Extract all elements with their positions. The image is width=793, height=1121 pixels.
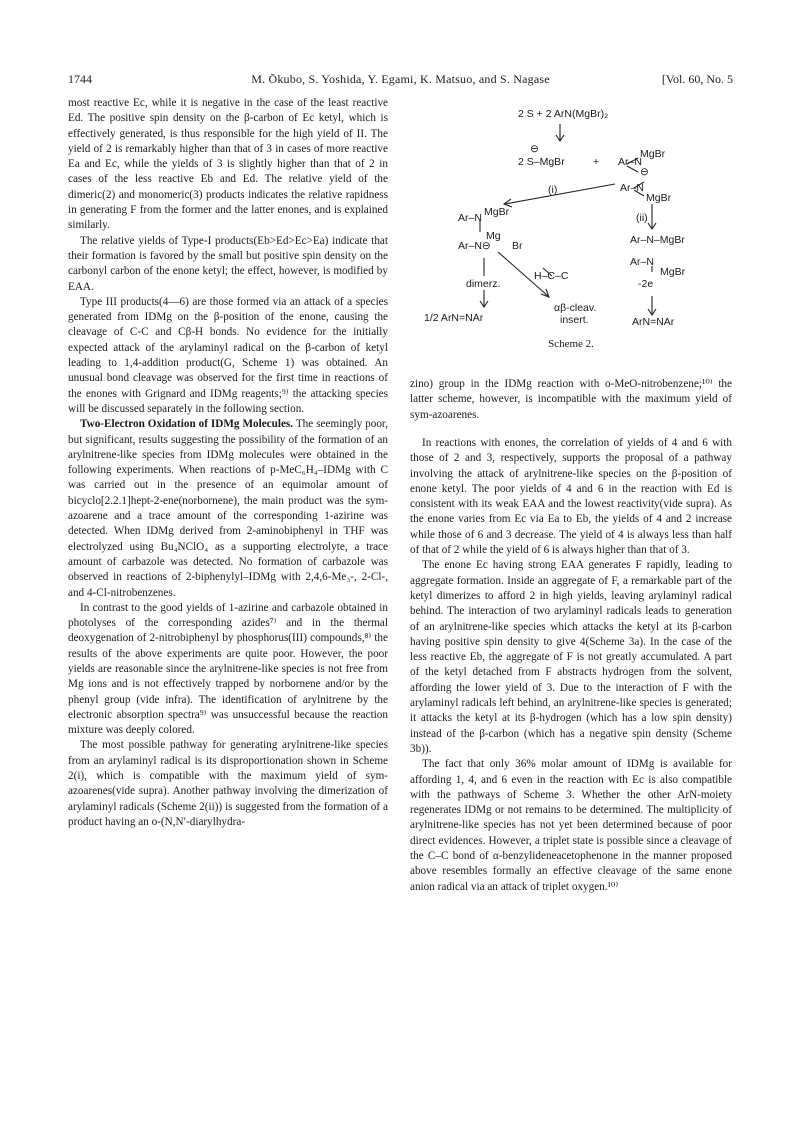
paragraph: The most possible pathway for generating arylnitrene-like species from an arylaminyl radical is its disproportionation shown in Scheme 2(i), which is compatible with the maximum yield of sym-azoarenes(vide supra). Another pathway involving the dimerization of arylaminyl radicals (Scheme 2(ii)) is suggested from the formation of a product having an o-(N,N′-diarylhydra- [68,739,388,828]
scheme-dimerz: dimerz. [466,278,501,290]
scheme-plus: + [593,156,600,168]
scheme-enone-fragment: H–C–C [534,270,569,282]
right-column-top [410,377,732,423]
paragraph: Type III products(4—6) are those formed via an attack of a species generated from IDMg on the β-position of the enone, causing the cleavage of C-C and Cβ-H bonds. No evidence for the initially expected attack of the arylaminyl radical on the β-carbon of ketyl leading to 1,4-addition product(G, Scheme 1) was obtained. An unusual bond cleavage was observed for the first time in reactions of the enones with Grignard and IDMg reagents;⁹⁾ the attacking species will be discussed separately in the following section. [68,295,388,415]
scheme-ar-n: Ar–N [618,156,642,168]
running-authors: M. Ōkubo, S. Yoshida, Y. Egami, K. Matsuo, and S. Nagase [251,72,550,86]
minus-charge: ⊖ [530,143,539,155]
scheme-s-mgbr: 2 S–MgBr [518,156,565,168]
right-column-bottom [410,436,732,895]
scheme-mgbr: MgBr [484,206,510,218]
scheme-complex-bottom: Ar–N⊖ [458,240,491,252]
scheme-insert: insert. [560,314,589,326]
paragraph: The enone Ec having strong EAA generates F rapidly, leading to aggregate formation. Inside an aggregate of F, a remarkable part of the ketyl dimerizes to afford 2 in high yields, leaving arylaminyl radical behind. The interaction of two arylaminyl radicals leads to generation of an arylnitrene-like species which attacks the ketyl at its β-carbon having positive spin density to give 4(Scheme 3a). In the case of the less reactive Eb, the aggregate of F is not greatly accumulated. A part of the ketyl detached from F abstracts hydrogen from the solvent, affording the lower yield of 3. Due to the interaction of F with the arylaminyl radicals left behind, an arylnitrene-like species is generated; it attacks the ketyl at its β-hydrogen (which has a low spin density) instead of the β-carbon (which has a negative spin density (Scheme 3b)). [410,559,732,755]
left-column [68,96,388,830]
scheme-mg: Mg [486,230,501,242]
paragraph [68,417,388,601]
paragraph: The relative yields of Type-I products(Eb>Ed>Ec>Ea) indicate that their formation is favored by the small but positive spin density on the carbonyl carbon of the enone ketyl; the effect, however, is modified by EAA. [68,234,388,293]
scheme-cleav: αβ-cleav. [554,302,597,314]
minus-charge: ⊖ [640,166,649,178]
scheme-top-equation: 2 S + 2 ArN(MgBr)₂ [518,108,609,120]
scheme-br: Br [512,240,523,252]
paragraph: In contrast to the good yields of 1-azirine and carbazole obtained in photolyses of the corresponding azides⁷⁾ and in the thermal deoxygenation of 2-nitrobiphenyl by phosphorus(III) compounds,⁸⁾ the results of the above experiments are quite poor. However, the poor yields are reasonable since the arylnitrene-like species is not free from Mg ions and is not effectively trapped by norbornene and/or by the phenyl group (vide infra). The identification of arylnitrene by the electronic absorption spectra⁹⁾ was unsuccessful because the reaction mixture was deeply colored. [68,601,388,737]
paragraph-body: The seemingly poor, but significant, results suggesting the possibility of the formation of an arylnitrene-like species from IDMg molecules were obtained in the following experiments. When reactions of p-MeC₆H₄–IDMg with C was carried out in the presence of an equimolar amount of bicyclo[2.2.1]hept-2-ene(norbornene), the main product was the sym-azoarene and a trace amount of the corresponding 1-azirine was detected. When IDMg derived from 2-aminobiphenyl in THF was electrolyzed using Bu₄NClO₄ as a supporting electrolyte, a trace amount of carbazole was detected. No formation of carbazole was observed in reactions of 2-biphenylyl–IDMg with 2,4,6-Me₃-, 2-Cl-, and 4-Cl-nitrobenzenes. [68,418,389,599]
paragraph: most reactive Ec, while it is negative in the case of the least reactive Ed. The positive spin density on the β-carbon of Ec ketyl, which is effectively generated, is thus responsible for the high yield of II. The yield of 2 is remarkably higher than that of 3 in cases of more reactive Ea and Ec, while the yields of 3 is slightly higher than that of 2 in cases of the less reactive Eb and Ed. The relative yield of the dimeric(2) and monomeric(3) products indicates the relative rapidness in generating F from the former and the latter enones, and is explained similarly. [68,97,388,232]
reaction-scheme-2 [410,100,732,360]
scheme-right-a: Ar–N–MgBr [630,234,685,246]
page-number: 1744 [68,72,92,86]
scheme-complex-top: Ar–N [458,212,482,224]
scheme-product-left: 1/2 ArN=NAr [424,312,484,324]
arrow-i [505,184,615,204]
volume-info: [Vol. 60, No. 5 [661,72,733,86]
paragraph: zino) group in the IDMg reaction with o-MeO-nitrobenzene;¹⁰⁾ the latter scheme, however, is incompatible with the maximum yield of sym-azoarenes. [410,378,732,421]
paragraph: In reactions with enones, the correlation of yields of 4 and 6 with those of 2 and 3, respectively, supports the proposal of a pathway involving the attack of arylnitrene-like species on the β-position of enone ketyl. The poor yields of 4 and 6 in the reaction with Ed is consistent with its weak EAA and the lowest reactivity(vide supra). As the enone varies from Ec via Ea to Eb, the yields of 4 and 2 increase while those of 6 and 3 decrease. The yield of 4 is always less than half of that of 2 while the yield of 6 is always higher than that of 3. [410,437,732,557]
scheme-caption: Scheme 2. [548,338,594,350]
scheme-right-b: Ar–N [630,256,654,268]
scheme-mgbr: MgBr [640,148,666,160]
scheme-mgbr: MgBr [660,266,686,278]
scheme-product-right: ArN=NAr [632,316,675,328]
label-ii: (ii) [636,212,648,224]
scheme-arylaminyl: Ar–N [620,182,644,194]
scheme-minus2e: -2e [638,278,654,290]
paragraph: The fact that only 36% molar amount of IDMg is available for affording 1, 4, and 6 even in the reaction with Ec is also compatible with the pathways of Scheme 3. Whether the other ArN-moiety regenerates IDMg or not remains to be determined. The multiplicity of arylnitrene-like species has not yet been determined because of poor direct evidences. However, a triplet state is possible since a cleavage of the C–C bond of α-benzylideneacetophenone in the manner proposed above resembles formally an effective cleavage of the same enone anion radical via an attack of triplet oxygen.¹⁰⁾ [410,758,732,893]
section-heading: Two-Electron Oxidation of IDMg Molecules. [80,418,294,431]
label-i: (i) [548,184,558,196]
scheme-mgbr: MgBr [646,192,672,204]
page-header [68,72,733,88]
